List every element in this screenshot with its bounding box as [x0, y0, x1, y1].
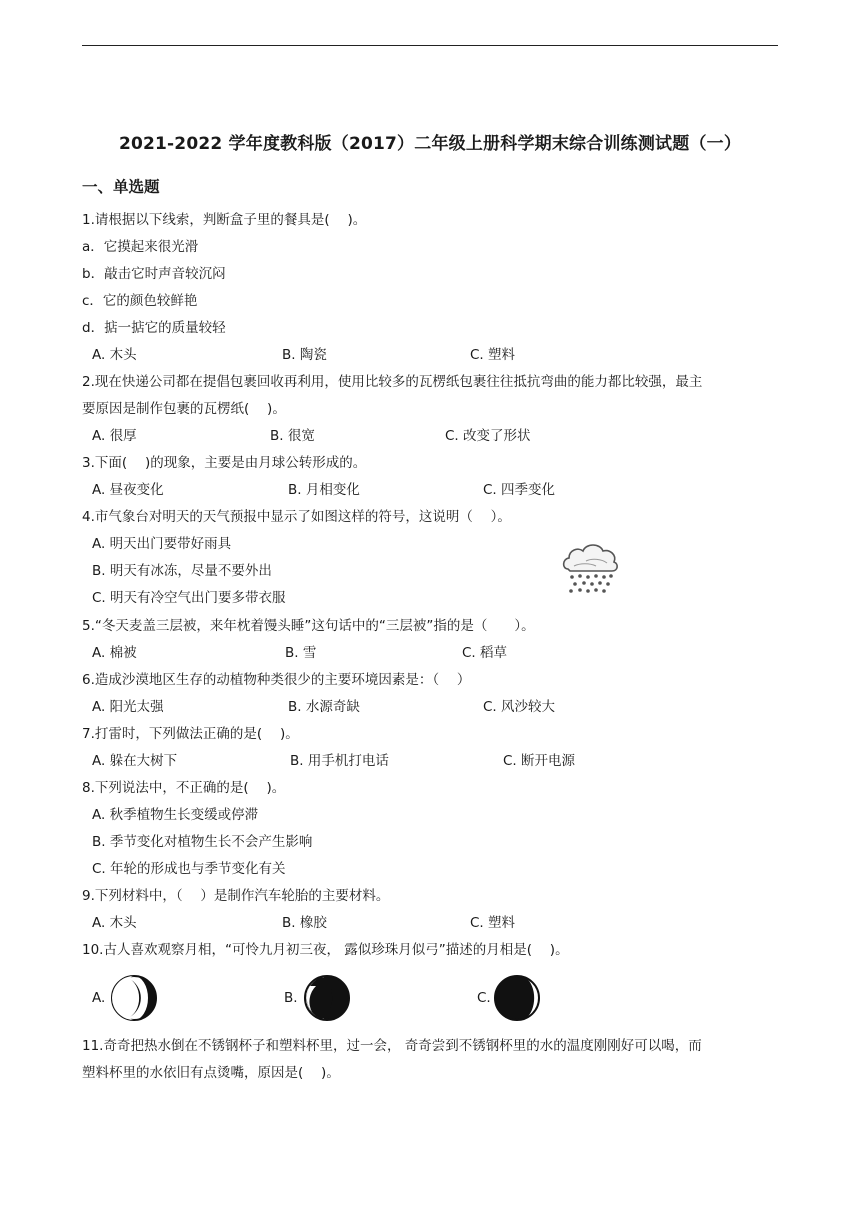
question-3-stem: 3.下面( )的现象，主要是由月球公转形成的。: [82, 455, 367, 471]
question-7-option-a[interactable]: A. 躲在大树下: [92, 753, 178, 769]
question-4-stem: 4.市气象台对明天的天气预报中显示了如图这样的符号，这说明（ ）。: [82, 509, 511, 525]
question-6-option-a[interactable]: A. 阳光太强: [92, 699, 164, 715]
moon-phase-c-icon[interactable]: [493, 974, 541, 1022]
question-2-stem-line1: 2.现在快递公司都在提倡包裹回收再利用，使用比较多的瓦楞纸包裹往往抵抗弯曲的能力都比较强，最主: [82, 374, 703, 390]
question-5-option-a[interactable]: A. 棉被: [92, 645, 137, 661]
question-4-option-c[interactable]: C. 明天有冷空气出门要多带衣服: [92, 590, 286, 606]
question-1-clue-c: c．它的颜色较鲜艳: [82, 293, 198, 309]
question-8-option-c[interactable]: C. 年轮的形成也与季节变化有关: [92, 861, 286, 877]
question-8-stem: 8.下列说法中，不正确的是( )。: [82, 780, 286, 796]
question-5-option-b[interactable]: B. 雪: [285, 645, 317, 661]
question-2-option-c[interactable]: C. 改变了形状: [445, 428, 531, 444]
question-11-stem-line1: 11.奇奇把热水倒在不锈钢杯子和塑料杯里，过一会， 奇奇尝到不锈钢杯里的水的温度刚刚好可以喝，而: [82, 1038, 702, 1054]
question-4-option-a[interactable]: A. 明天出门要带好雨具: [92, 536, 232, 552]
page-title: 2021-2022 学年度教科版（2017）二年级上册科学期末综合训练测试题（一）: [118, 134, 742, 154]
question-10-stem: 10.古人喜欢观察月相，“可怜九月初三夜， 露似珍珠月似弓”描述的月相是( )。: [82, 942, 569, 958]
question-3-option-c[interactable]: C. 四季变化: [483, 482, 556, 498]
question-1-clue-a: a．它摸起来很光滑: [82, 239, 199, 255]
question-10-option-a[interactable]: A.: [92, 990, 106, 1006]
question-7-option-b[interactable]: B. 用手机打电话: [290, 753, 389, 769]
question-10-option-b[interactable]: B.: [284, 990, 298, 1006]
question-3-option-a[interactable]: A. 昼夜变化: [92, 482, 164, 498]
question-2-option-a[interactable]: A. 很厚: [92, 428, 137, 444]
header-rule: [82, 45, 778, 46]
question-11-stem-line2: 塑料杯里的水依旧有点烫嘴，原因是( )。: [82, 1065, 340, 1081]
question-10-option-c[interactable]: C.: [477, 990, 491, 1006]
question-1-option-a[interactable]: A. 木头: [92, 347, 137, 363]
rain-snow-cloud-icon: [560, 539, 620, 599]
question-6-option-c[interactable]: C. 风沙较大: [483, 699, 556, 715]
question-1-stem: 1.请根据以下线索，判断盒子里的餐具是( )。: [82, 212, 367, 228]
question-5-option-c[interactable]: C. 稻草: [462, 645, 508, 661]
question-9-option-a[interactable]: A. 木头: [92, 915, 137, 931]
question-7-option-c[interactable]: C. 断开电源: [503, 753, 576, 769]
moon-phase-a-icon[interactable]: [110, 974, 158, 1022]
question-9-option-c[interactable]: C. 塑料: [470, 915, 516, 931]
question-6-option-b[interactable]: B. 水源奇缺: [288, 699, 360, 715]
question-7-stem: 7.打雷时，下列做法正确的是( )。: [82, 726, 299, 742]
question-1-option-b[interactable]: B. 陶瓷: [282, 347, 327, 363]
question-1-option-c[interactable]: C. 塑料: [470, 347, 516, 363]
question-9-stem: 9.下列材料中，（ ）是制作汽车轮胎的主要材料。: [82, 888, 390, 904]
question-2-stem-line2: 要原因是制作包裹的瓦楞纸( )。: [82, 401, 286, 417]
question-8-option-b[interactable]: B. 季节变化对植物生长不会产生影响: [92, 834, 313, 850]
question-9-option-b[interactable]: B. 橡胶: [282, 915, 327, 931]
question-2-option-b[interactable]: B. 很宽: [270, 428, 315, 444]
question-8-option-a[interactable]: A. 秋季植物生长变缓或停滞: [92, 807, 259, 823]
question-5-stem: 5.“冬天麦盖三层被，来年枕着馒头睡”这句话中的“三层被”指的是（ ）。: [82, 618, 535, 634]
section-heading: 一、单选题: [82, 178, 160, 196]
question-4-option-b[interactable]: B. 明天有冰冻，尽量不要外出: [92, 563, 272, 579]
question-6-stem: 6.造成沙漠地区生存的动植物种类很少的主要环境因素是：（ ）: [82, 672, 471, 688]
question-1-clue-b: b．敲击它时声音较沉闷: [82, 266, 226, 282]
moon-phase-b-icon[interactable]: [302, 974, 352, 1022]
question-3-option-b[interactable]: B. 月相变化: [288, 482, 360, 498]
question-1-clue-d: d．掂一掂它的质量较轻: [82, 320, 226, 336]
